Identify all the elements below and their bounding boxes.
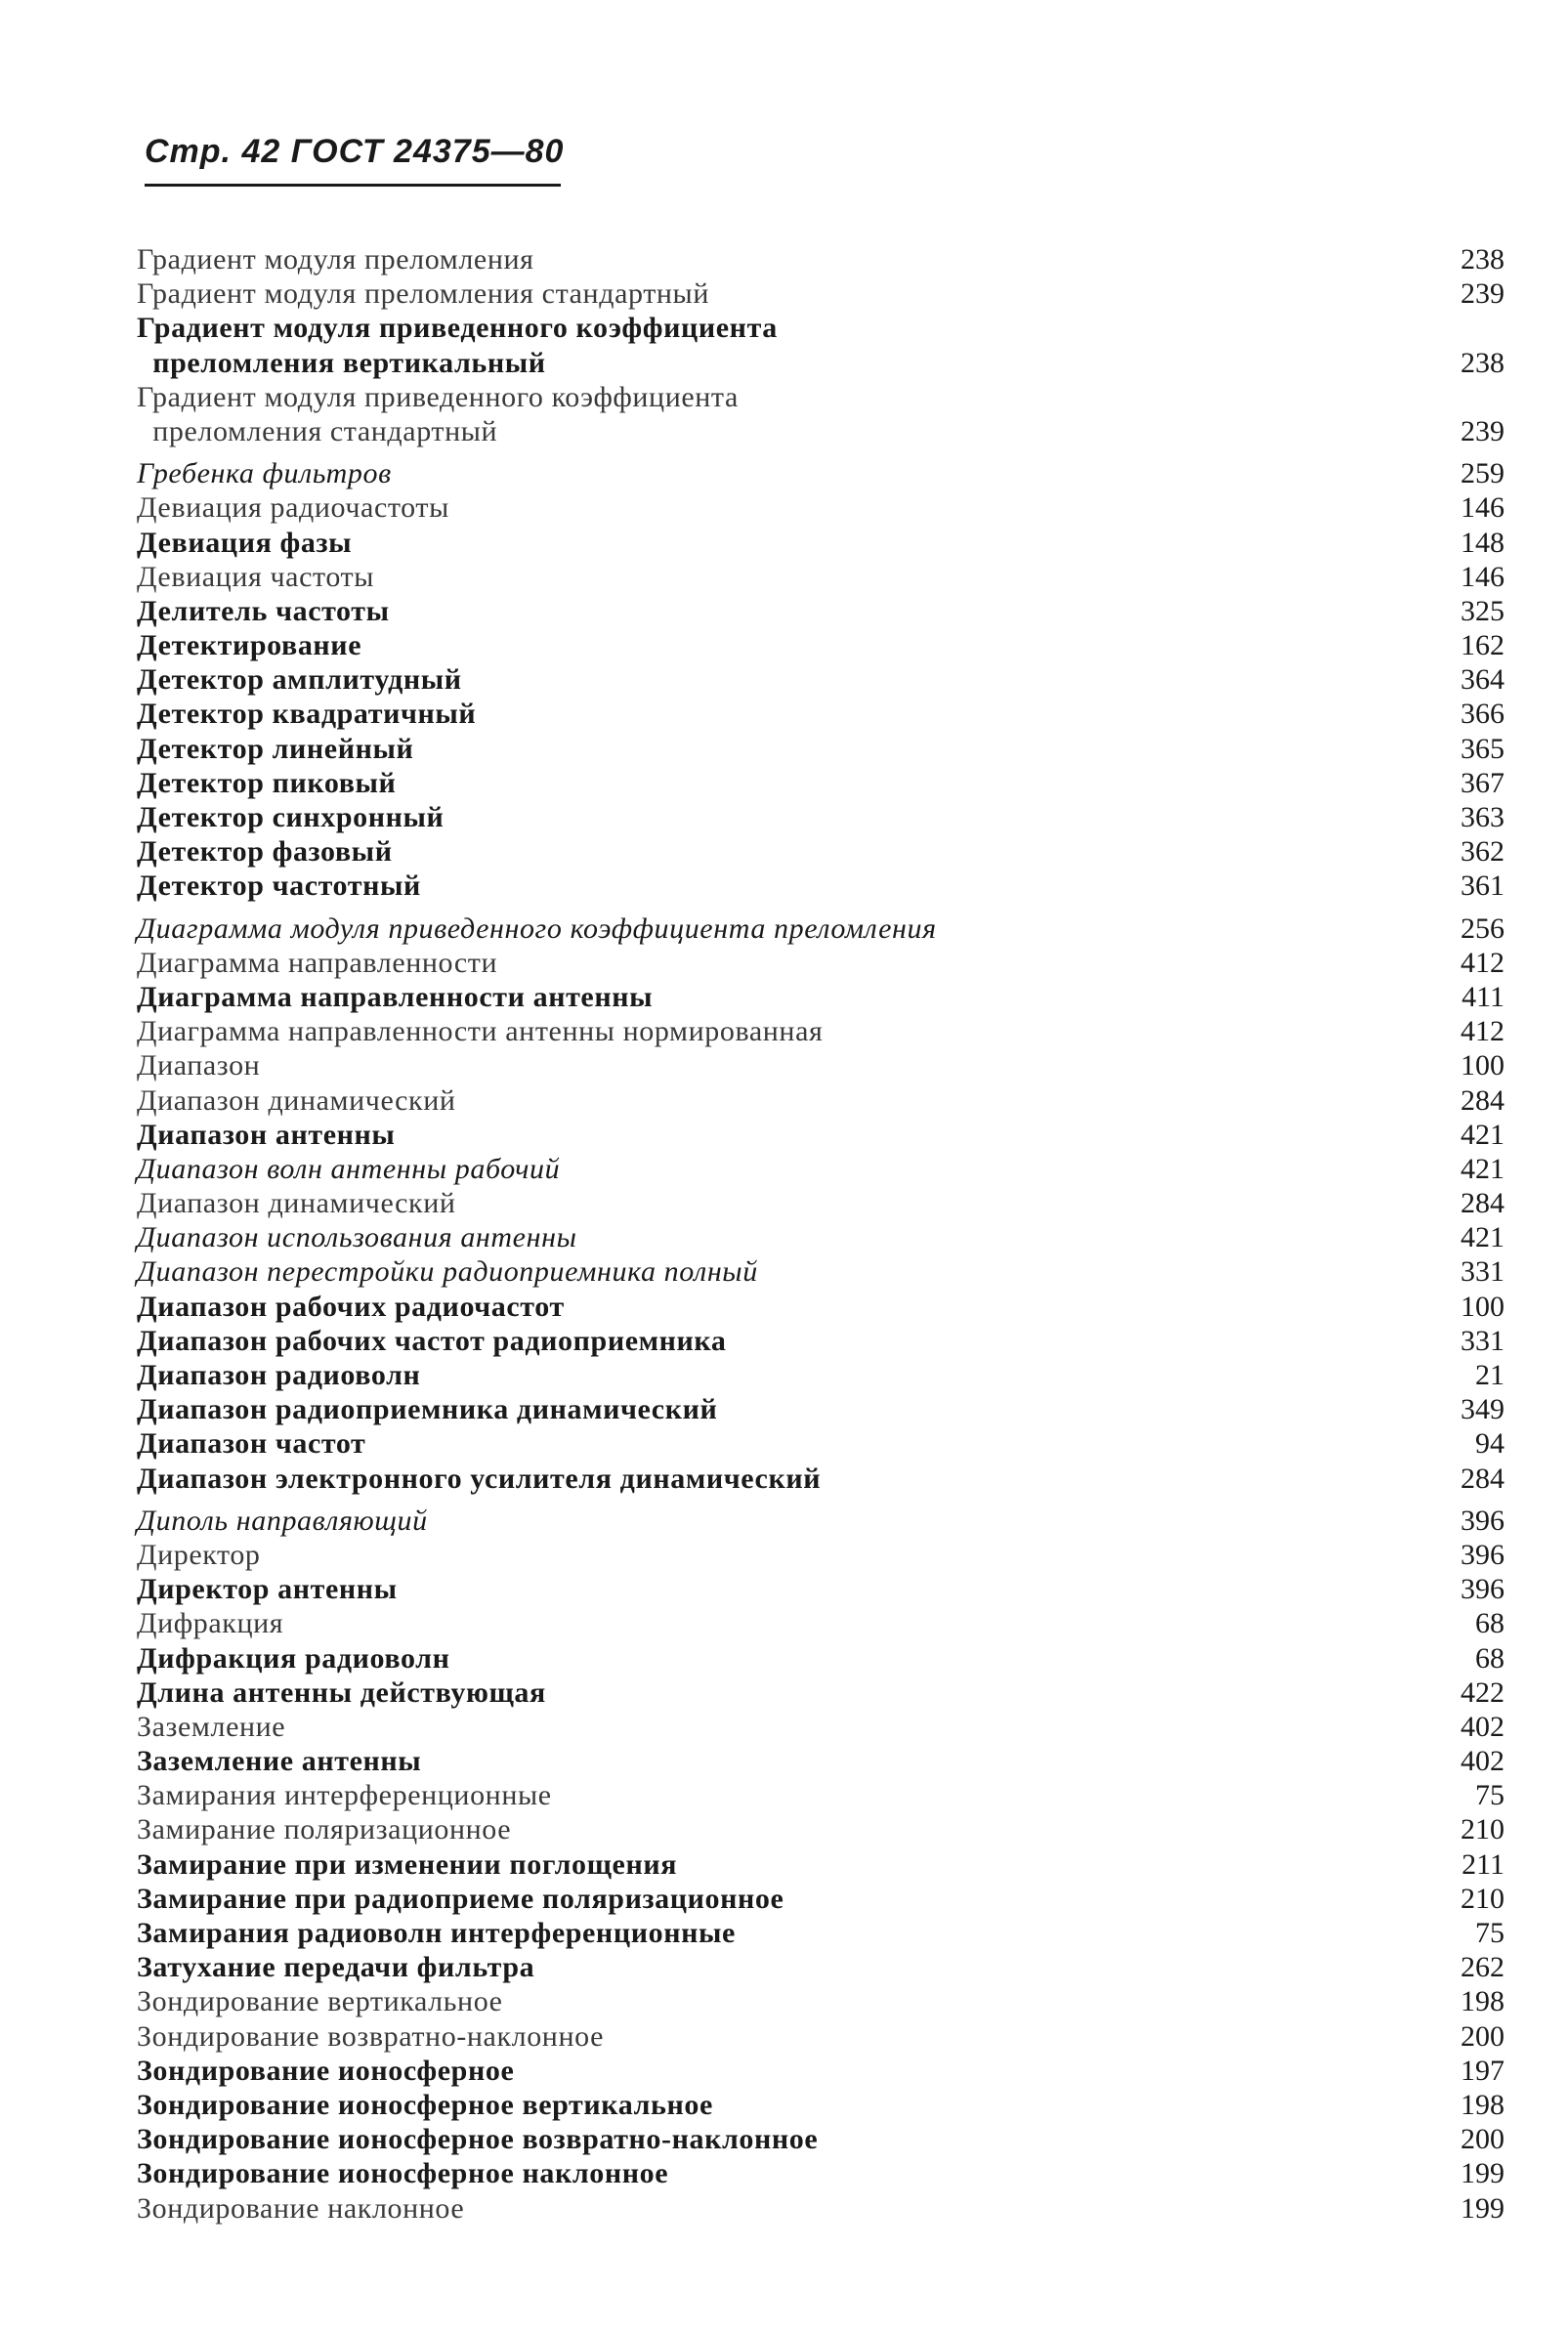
- index-page-number: 402: [1461, 1745, 1504, 1778]
- index-page-number: 412: [1461, 946, 1504, 979]
- index-entry: [137, 2156, 1504, 2190]
- page-header: [145, 129, 565, 188]
- index-term: Детектор фазовый: [137, 835, 393, 869]
- index-term: Диаграмма направленности антенны нормированная: [137, 1015, 824, 1048]
- index-entry: [137, 1676, 1504, 1710]
- index-page-number: 325: [1461, 594, 1504, 627]
- index-entry: [137, 1324, 1504, 1358]
- index-term: Замирания радиоволн интерференционные: [137, 1917, 736, 1950]
- index-page-number: 256: [1461, 912, 1504, 945]
- index-term: Диаграмма направленности антенны: [137, 980, 654, 1013]
- index-page-number: 284: [1461, 1462, 1504, 1495]
- index-page-number: 396: [1461, 1573, 1504, 1606]
- index-term: Директор: [137, 1538, 261, 1571]
- index-term: Диапазон частот: [137, 1427, 366, 1461]
- index-page-number: 412: [1461, 1015, 1504, 1048]
- index-page-number: 198: [1461, 2088, 1504, 2121]
- index-page-number: 422: [1461, 1676, 1504, 1709]
- index-term: Детектор линейный: [137, 732, 414, 765]
- index-entry: [137, 697, 1504, 731]
- index-page-number: 68: [1475, 1607, 1504, 1640]
- index-entry: [137, 594, 1504, 628]
- index-entry: [137, 1083, 1504, 1118]
- index-entry: [137, 242, 1504, 276]
- index-term: Диапазон радиоприемника динамический: [137, 1393, 718, 1426]
- index-entry: [137, 1641, 1504, 1676]
- index-term: Диапазон динамический: [137, 1187, 456, 1220]
- index-term: Диапазон перестройки радиоприемника полный: [137, 1255, 758, 1289]
- index-term: Градиент модуля преломления: [137, 243, 534, 276]
- index-entry: [137, 800, 1504, 834]
- index-page-number: 75: [1475, 1917, 1504, 1950]
- index-entry: [137, 1572, 1504, 1606]
- index-entry: [137, 732, 1504, 766]
- index-list: [137, 242, 1504, 2226]
- index-term: Заземление: [137, 1710, 286, 1743]
- index-entry: [137, 2088, 1504, 2122]
- index-page-number: 402: [1461, 1710, 1504, 1743]
- index-term: Диапазон: [137, 1049, 261, 1082]
- index-entry: [137, 980, 1504, 1014]
- index-term: Диапазон использования антенны: [137, 1221, 577, 1254]
- index-term: Зондирование наклонное: [137, 2191, 465, 2225]
- index-term: Девиация частоты: [137, 560, 374, 593]
- index-term: Зондирование ионосферное возвратно-наклонное: [137, 2123, 819, 2156]
- index-page-number: 366: [1461, 698, 1504, 731]
- index-entry: [137, 1426, 1504, 1461]
- index-page-number: 200: [1461, 2019, 1504, 2053]
- index-page-number: 363: [1461, 801, 1504, 834]
- index-entry: [137, 1220, 1504, 1254]
- index-term: Зондирование ионосферное вертикальное: [137, 2088, 713, 2121]
- index-term: Зондирование возвратно-наклонное: [137, 2019, 604, 2053]
- index-term: Зондирование вертикальное: [137, 1985, 503, 2018]
- index-page-number: 421: [1461, 1152, 1504, 1185]
- index-entry: [137, 526, 1504, 560]
- index-entry: [137, 1392, 1504, 1426]
- index-entry: [137, 628, 1504, 662]
- index-entry: [137, 1744, 1504, 1778]
- index-entry: [137, 766, 1504, 800]
- index-page-number: 411: [1462, 980, 1504, 1013]
- index-term: Детектирование: [137, 629, 362, 662]
- index-entry: [137, 946, 1504, 980]
- index-entry: [137, 1882, 1504, 1916]
- index-term: Градиент модуля приведенного коэффициента преломления вертикальный: [137, 312, 778, 379]
- index-term: Дифракция радиоволн: [137, 1641, 450, 1675]
- index-entry: [137, 1462, 1504, 1496]
- index-term: Дифракция: [137, 1607, 284, 1640]
- index-term: Диапазон рабочих радиочастот: [137, 1290, 565, 1323]
- index-term: Диапазон радиоволн: [137, 1359, 421, 1392]
- index-page-number: 146: [1461, 491, 1504, 525]
- index-page-number: 239: [1461, 277, 1504, 311]
- index-term: Диапазон динамический: [137, 1083, 456, 1117]
- index-entry: [137, 2019, 1504, 2054]
- index-term: Детектор амплитудный: [137, 663, 462, 697]
- index-term: Зондирование ионосферное наклонное: [137, 2157, 669, 2190]
- index-page-number: 396: [1461, 1504, 1504, 1537]
- index-term: Диапазон электронного усилителя динамический: [137, 1462, 822, 1495]
- header-underline: [145, 184, 561, 187]
- index-entry: [137, 380, 1504, 448]
- index-page-number: 349: [1461, 1393, 1504, 1426]
- index-entry: [137, 1538, 1504, 1572]
- index-page-number: 68: [1475, 1641, 1504, 1675]
- index-entry: [137, 490, 1504, 525]
- index-page-number: 365: [1461, 732, 1504, 765]
- index-term: Девиация фазы: [137, 526, 353, 559]
- index-page-number: 421: [1461, 1221, 1504, 1254]
- index-page-number: 210: [1461, 1882, 1504, 1915]
- index-page-number: 198: [1461, 1985, 1504, 2018]
- index-page-number: 331: [1461, 1255, 1504, 1289]
- index-entry: [137, 2191, 1504, 2226]
- index-term: Детектор синхронный: [137, 801, 445, 834]
- index-entry: [137, 1504, 1504, 1538]
- index-entry: [137, 1152, 1504, 1186]
- index-entry: [137, 1950, 1504, 1984]
- index-entry: [137, 1014, 1504, 1048]
- index-entry: [137, 1290, 1504, 1324]
- index-term: Диапазон рабочих частот радиоприемника: [137, 1324, 727, 1357]
- index-entry: [137, 2122, 1504, 2156]
- index-entry: [137, 912, 1504, 946]
- index-term: Диаграмма модуля приведенного коэффициента преломления: [137, 912, 937, 945]
- index-entry: [137, 869, 1504, 903]
- index-page-number: 94: [1475, 1427, 1504, 1461]
- index-entry: [137, 1778, 1504, 1812]
- index-term: Детектор пиковый: [137, 766, 397, 799]
- index-term: Диапазон антенны: [137, 1118, 396, 1151]
- index-page-number: 284: [1461, 1083, 1504, 1117]
- index-entry: [137, 1916, 1504, 1950]
- index-page-number: 162: [1461, 629, 1504, 662]
- index-page-number: 199: [1461, 2157, 1504, 2190]
- page-title: Стр. 42 ГОСТ 24375—80: [145, 133, 565, 170]
- index-page-number: 199: [1461, 2191, 1504, 2225]
- index-page-number: 146: [1461, 560, 1504, 593]
- index-page-number: 284: [1461, 1187, 1504, 1220]
- index-term: Детектор квадратичный: [137, 698, 477, 731]
- index-term: Делитель частоты: [137, 594, 390, 627]
- index-page-number: 364: [1461, 663, 1504, 697]
- index-entry: [137, 1118, 1504, 1152]
- index-page-number: 262: [1461, 1951, 1504, 1984]
- index-entry: [137, 456, 1504, 490]
- index-page-number: 259: [1461, 457, 1504, 490]
- index-term: Зондирование ионосферное: [137, 2054, 515, 2087]
- index-entry: [137, 1847, 1504, 1882]
- index-entry: [137, 834, 1504, 869]
- index-page-number: 396: [1461, 1538, 1504, 1571]
- index-term: Длина антенны действующая: [137, 1676, 546, 1709]
- index-entry: [137, 1984, 1504, 2018]
- index-term: Диапазон волн антенны рабочий: [137, 1152, 561, 1185]
- index-entry: [137, 2054, 1504, 2088]
- index-page-number: 362: [1461, 835, 1504, 869]
- index-term: Директор антенны: [137, 1573, 398, 1606]
- index-page-number: 200: [1461, 2123, 1504, 2156]
- index-term: Детектор частотный: [137, 870, 421, 903]
- index-page-number: 21: [1475, 1359, 1504, 1392]
- index-page-number: 331: [1461, 1324, 1504, 1357]
- index-term: Гребенка фильтров: [137, 457, 392, 490]
- index-term: Градиент модуля преломления стандартный: [137, 277, 709, 311]
- index-entry: [137, 1358, 1504, 1392]
- index-entry: [137, 1812, 1504, 1846]
- index-page-number: 100: [1461, 1290, 1504, 1323]
- index-page-number: 361: [1461, 870, 1504, 903]
- index-page-number: 211: [1462, 1847, 1504, 1881]
- index-page-number: 75: [1475, 1779, 1504, 1812]
- index-entry: [137, 276, 1504, 311]
- index-entry: [137, 1606, 1504, 1640]
- index-term: Замирание поляризационное: [137, 1813, 512, 1846]
- index-term: Замирания интерференционные: [137, 1779, 552, 1812]
- index-term: Девиация радиочастоты: [137, 491, 449, 525]
- index-entry: [137, 1254, 1504, 1289]
- index-term: Диполь направляющий: [137, 1504, 428, 1537]
- index-term: Замирание при изменении поглощения: [137, 1847, 678, 1881]
- index-page-number: 238: [1461, 242, 1504, 276]
- index-term: Затухание передачи фильтра: [137, 1951, 535, 1984]
- index-page-number: 197: [1461, 2054, 1504, 2087]
- index-page-number: 100: [1461, 1049, 1504, 1082]
- index-page-number: 239: [1461, 414, 1504, 447]
- index-term: Замирание при радиоприеме поляризационное: [137, 1882, 784, 1915]
- index-entry: [137, 1710, 1504, 1744]
- index-term: Заземление антенны: [137, 1745, 422, 1778]
- index-entry: [137, 311, 1504, 379]
- index-page-number: 367: [1461, 766, 1504, 799]
- index-page-number: 148: [1461, 526, 1504, 559]
- index-page-number: 238: [1461, 346, 1504, 379]
- index-term: Диаграмма направленности: [137, 946, 498, 979]
- index-page-number: 421: [1461, 1118, 1504, 1151]
- index-entry: [137, 662, 1504, 697]
- index-page-number: 210: [1461, 1813, 1504, 1846]
- index-term: Градиент модуля приведенного коэффициента преломления стандартный: [137, 380, 739, 447]
- index-entry: [137, 1048, 1504, 1082]
- index-entry: [137, 560, 1504, 594]
- index-entry: [137, 1186, 1504, 1220]
